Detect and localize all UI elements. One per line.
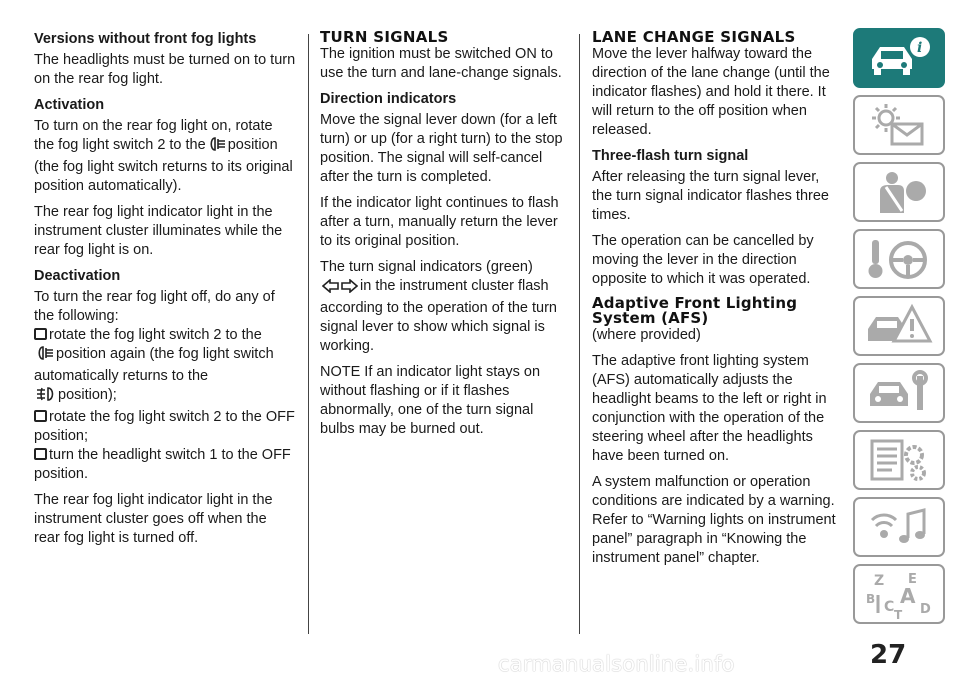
antenna-music-icon xyxy=(864,504,934,550)
index-letter: Z xyxy=(874,573,885,589)
front-fog-light-icon xyxy=(36,386,56,408)
lane-change-text: Move the lever halfway toward the direction of the lane change (until the indicator flashes) and hold it there. It will return to the off position when released. xyxy=(592,46,830,138)
svg-text:i: i xyxy=(917,40,923,56)
cancel-text: The operation can be cancelled by moving the lever in the direction opposite to which it was operated. xyxy=(592,233,814,287)
activation-text: To turn on the rear fog light on, rotate the fog light switch 2 to the position (the fog light switch returns to its original position automatically). xyxy=(34,118,293,194)
column-left xyxy=(34,30,296,555)
bullet-item: turn the headlight switch 1 to the OFF position. xyxy=(34,447,291,482)
bullet-icon xyxy=(34,410,47,422)
afs-heading: Adaptive Front Lighting System (AFS) xyxy=(592,294,798,327)
column-divider xyxy=(308,34,309,634)
tab-multimedia[interactable] xyxy=(853,497,945,557)
bullet-icon xyxy=(34,448,47,460)
intro-text: The headlights must be turned on to turn on the rear fog light. xyxy=(34,52,296,87)
column-right xyxy=(592,30,842,575)
car-warning-icon xyxy=(864,303,934,349)
tab-technical-data[interactable] xyxy=(853,430,945,490)
car-info-icon xyxy=(864,35,934,81)
bullet-item: rotate the fog light switch 2 to the OFF position; xyxy=(34,409,295,444)
section-heading: Versions without front fog lights xyxy=(34,31,257,47)
tab-servicing[interactable] xyxy=(853,363,945,423)
bullet-item: rotate the fog light switch 2 to the position again (the fog light switch automatically returns to the position); xyxy=(34,326,296,408)
alphabet-index-icon xyxy=(864,569,934,619)
rear-fog-light-icon xyxy=(208,136,226,158)
turn-signals-heading: TURN SIGNALS xyxy=(320,28,449,46)
index-letter: A xyxy=(900,584,916,608)
three-flash-title: Three-flash turn signal xyxy=(592,148,749,164)
index-letter: B xyxy=(866,592,876,606)
note-text: NOTE If an indicator light stays on without flashing or if it flashes abnormally, one of the turn signal bulbs may be burned out. xyxy=(320,364,541,437)
bullet-icon xyxy=(34,328,47,340)
green-indicator-text: The turn signal indicators (green) in the instrument cluster flash according to the operation of the turn signal lever to show which signal is working. xyxy=(320,259,557,354)
column-middle xyxy=(320,30,570,446)
page-number: 27 xyxy=(870,640,907,670)
index-letter: D xyxy=(920,602,931,617)
afs-text: The adaptive front lighting system (AFS) automatically adjusts the headlight beams to the left or right in conjunction with the operation of the steering wheel after the headlights have been turned on. xyxy=(592,353,827,464)
indicator-off-text: The rear fog light indicator light in the instrument cluster goes off when the rear fog light is turned off. xyxy=(34,492,273,546)
index-letter: C xyxy=(884,599,895,615)
turn-signal-arrows-icon xyxy=(322,279,358,299)
index-letter: T xyxy=(894,608,903,619)
flash-text: If the indicator light continues to flash after a turn, manually return the lever to its original position. xyxy=(320,195,559,249)
lights-mail-icon xyxy=(864,102,934,148)
column-divider xyxy=(579,34,580,634)
indicator-on-text: The rear fog light indicator light in the instrument cluster illuminates while the rear fog light is on. xyxy=(34,204,283,258)
direction-text: Move the signal lever down (for a left turn) or up (for a right turn) to the stop position. The signal will self-cancel after the turn is completed. xyxy=(320,112,563,185)
tab-emergency[interactable] xyxy=(853,296,945,356)
afs-warning-text: A system malfunction or operation conditions are indicated by a warning. Refer to “Warning lights on instrument panel” paragraph in “Knowing the instrument panel” chapter. xyxy=(592,474,836,566)
activation-title: Activation xyxy=(34,97,105,113)
deactivation-title: Deactivation xyxy=(34,268,121,284)
tab-safety[interactable] xyxy=(853,162,945,222)
data-gear-icon xyxy=(864,437,934,483)
rear-fog-light-icon xyxy=(36,345,54,367)
seatbelt-airbag-icon xyxy=(864,169,934,215)
tab-knowing-your-car[interactable] xyxy=(853,28,945,88)
three-flash-text: After releasing the turn signal lever, the turn signal indicator flashes three times. xyxy=(592,169,829,223)
deactivation-intro: To turn the rear fog light off, do any of the following: xyxy=(34,289,275,324)
key-steering-wheel-icon xyxy=(864,236,934,282)
car-wrench-icon xyxy=(864,370,934,416)
index-letter: E xyxy=(908,572,917,587)
tab-starting-driving[interactable] xyxy=(853,229,945,289)
direction-indicators-title: Direction indicators xyxy=(320,91,457,107)
lane-change-heading: LANE CHANGE SIGNALS xyxy=(592,28,796,46)
tab-index[interactable] xyxy=(853,564,945,624)
turn-signals-intro: The ignition must be switched ON to use the turn and lane-change signals. xyxy=(320,46,562,81)
watermark: carmanualsonline.info xyxy=(498,652,735,676)
tab-lights[interactable] xyxy=(853,95,945,155)
afs-provided: (where provided) xyxy=(592,327,701,343)
